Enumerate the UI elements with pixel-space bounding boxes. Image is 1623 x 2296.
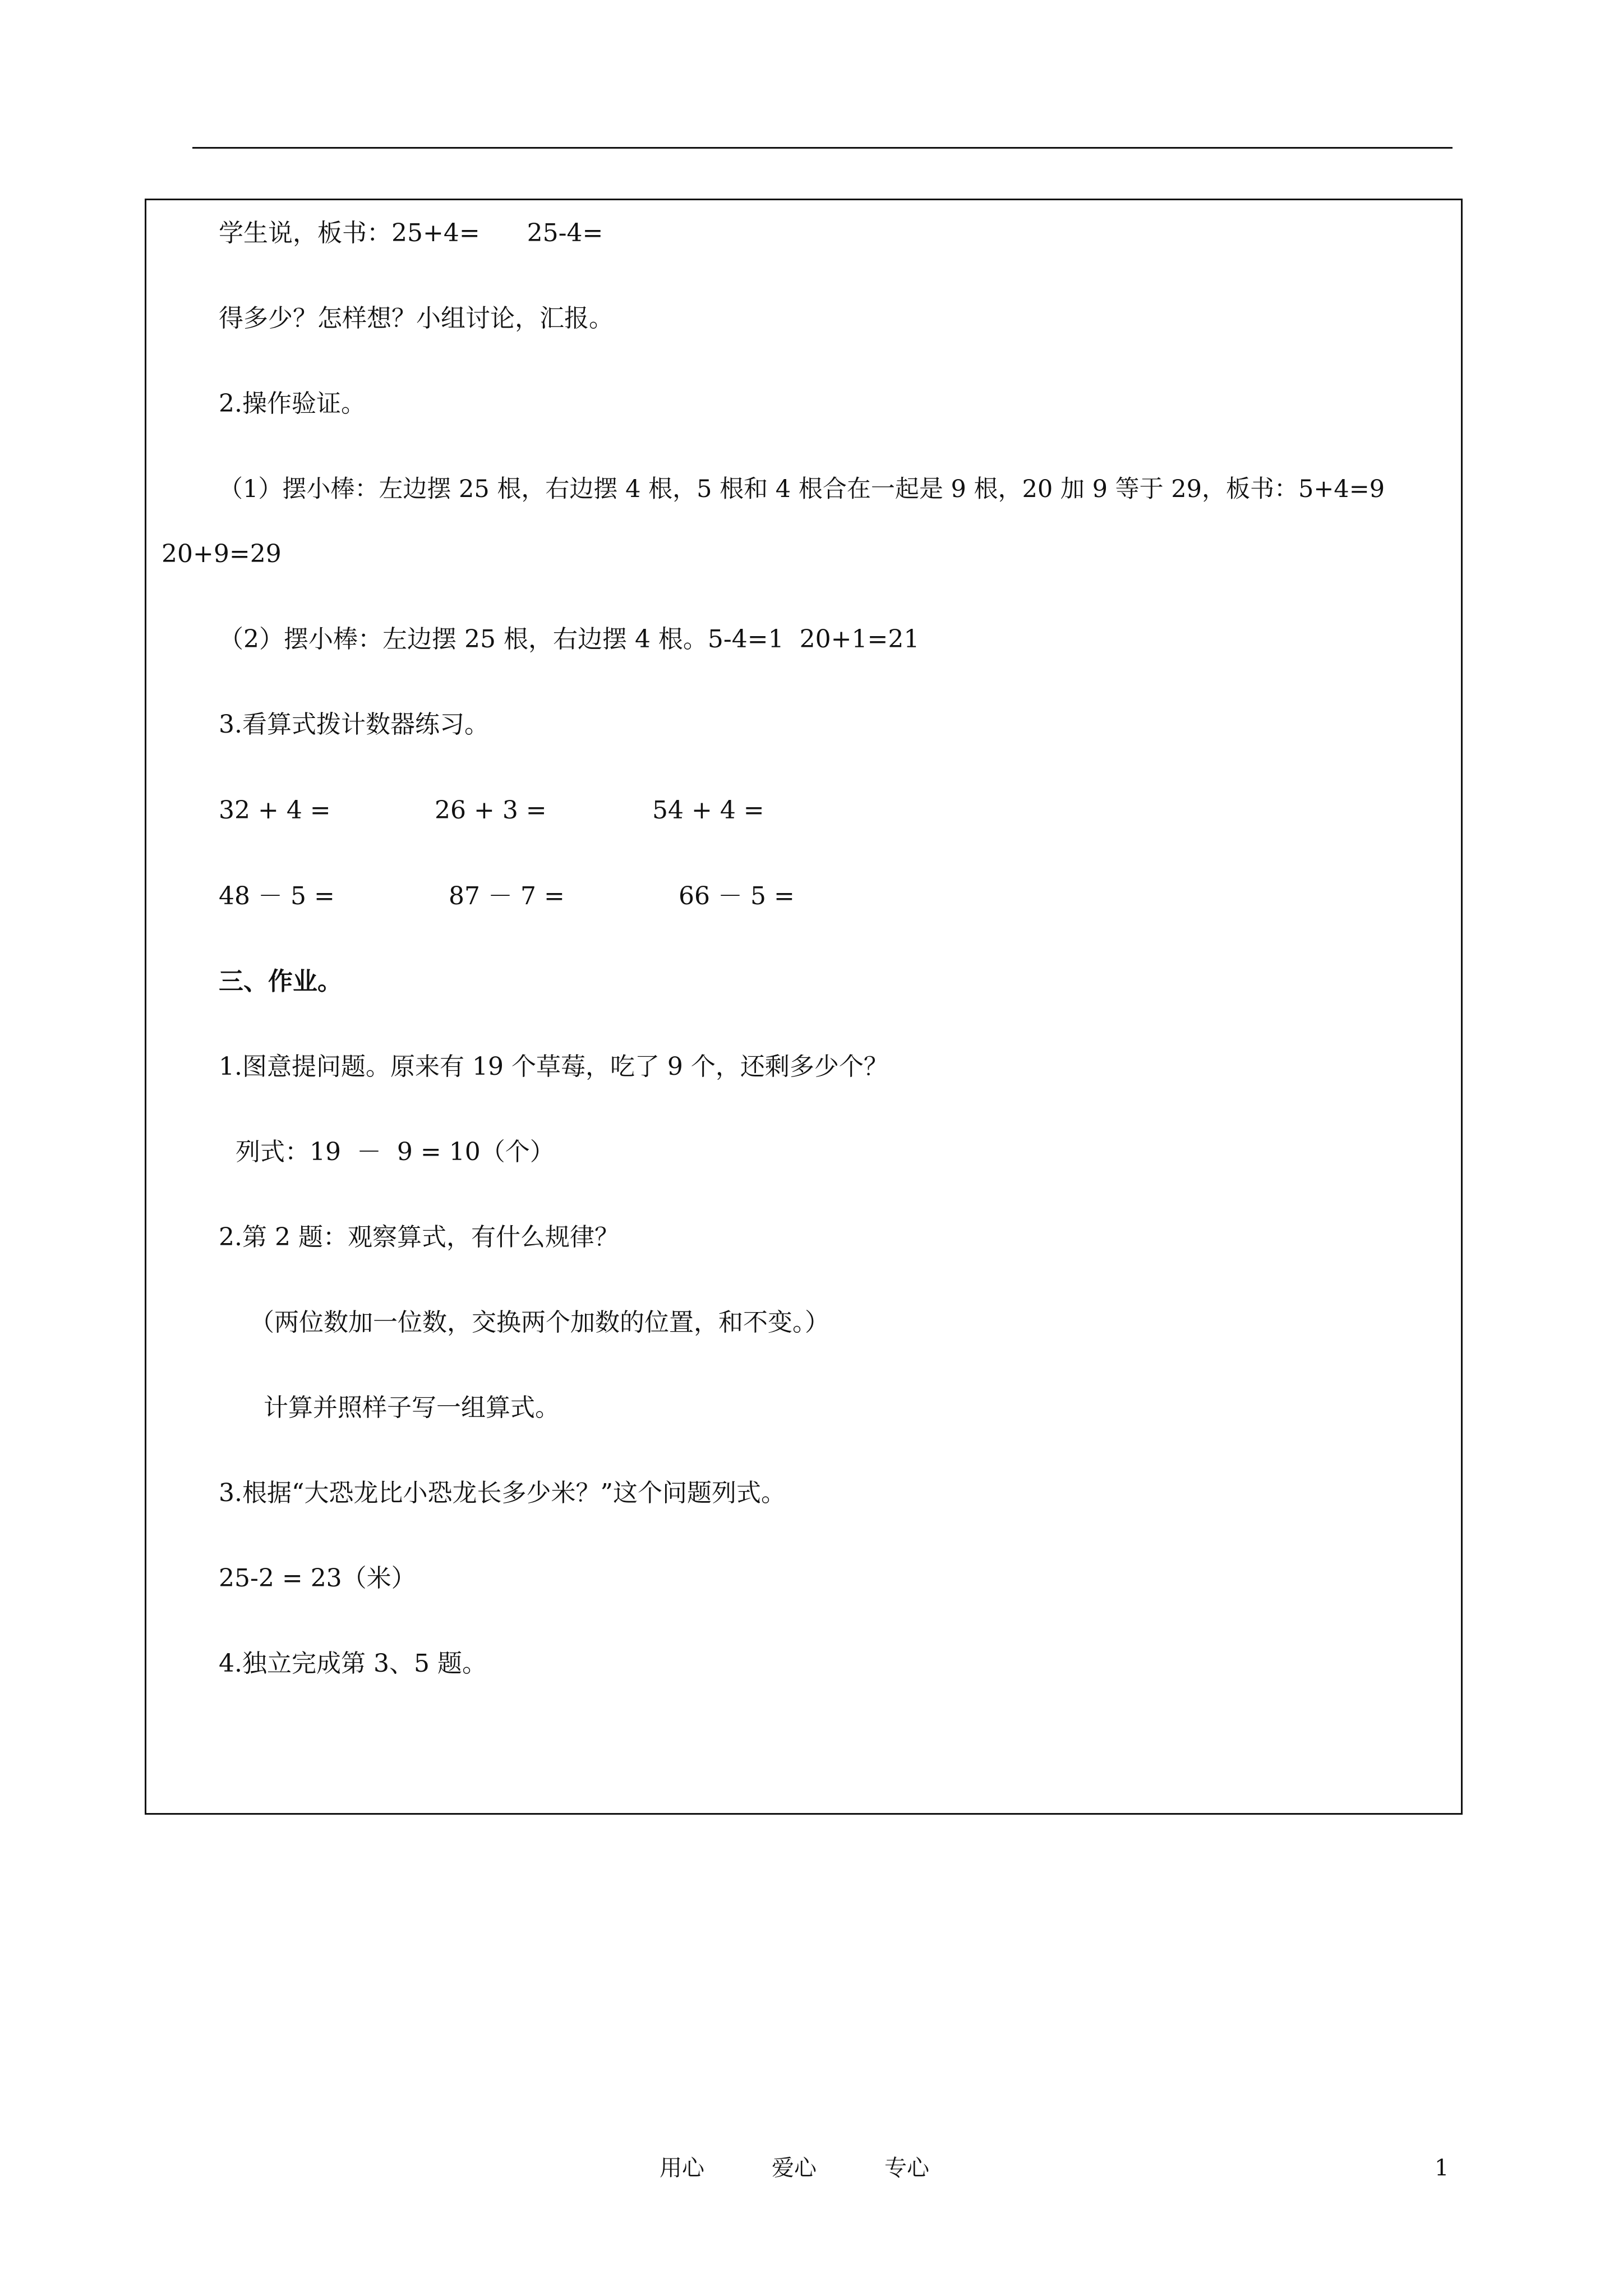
section-heading: 三、作业。 xyxy=(219,967,342,996)
header-rule xyxy=(192,147,1453,149)
text-line: 3.看算式拨计数器练习。 xyxy=(219,710,489,739)
equation: 87 － 7 = xyxy=(449,882,565,910)
equation: 32 + 4 = xyxy=(219,796,331,825)
equation: 48 － 5 = xyxy=(219,882,335,910)
equation: 54 + 4 = xyxy=(652,796,764,825)
equation: 66 － 5 = xyxy=(679,882,795,910)
text-line: 学生说，板书：25+4= 25-4= xyxy=(219,219,603,247)
text-line: 3.根据“大恐龙比小恐龙长多少米？”这个问题列式。 xyxy=(219,1479,786,1507)
text-line: 计算并照样子写一组算式。 xyxy=(264,1393,560,1422)
text-line: （1）摆小棒：左边摆 25 根，右边摆 4 根，5 根和 4 根合在一起是 9 根，20 加 9 等于 29，板书：5+4=9 xyxy=(219,475,1385,503)
text-line: 20+9=29 xyxy=(162,540,282,568)
page-number: 1 xyxy=(1435,2155,1449,2181)
footer-motto-2: 爱心 xyxy=(772,2155,817,2181)
text-line: （2）摆小棒：左边摆 25 根，右边摆 4 根。5-4=1 20+1=21 xyxy=(219,625,920,654)
text-line: 2.第 2 题：观察算式，有什么规律？ xyxy=(219,1223,619,1251)
text-line: 4.独立完成第 3、5 题。 xyxy=(219,1649,487,1678)
text-line: 2.操作验证。 xyxy=(219,389,366,418)
footer-motto-3: 专心 xyxy=(884,2155,929,2181)
text-line: （两位数加一位数，交换两个加数的位置，和不变。） xyxy=(250,1308,829,1337)
footer-motto-1: 用心 xyxy=(660,2155,704,2181)
equation: 26 + 3 = xyxy=(435,796,547,825)
text-line: 25-2 = 23（米） xyxy=(219,1564,416,1593)
text-line: 得多少？怎样想？小组讨论，汇报。 xyxy=(219,304,614,333)
text-line: 1.图意提问题。原来有 19 个草莓，吃了 9 个，还剩多少个？ xyxy=(219,1052,888,1081)
text-line: 列式：19 － 9 = 10（个） xyxy=(236,1138,555,1166)
